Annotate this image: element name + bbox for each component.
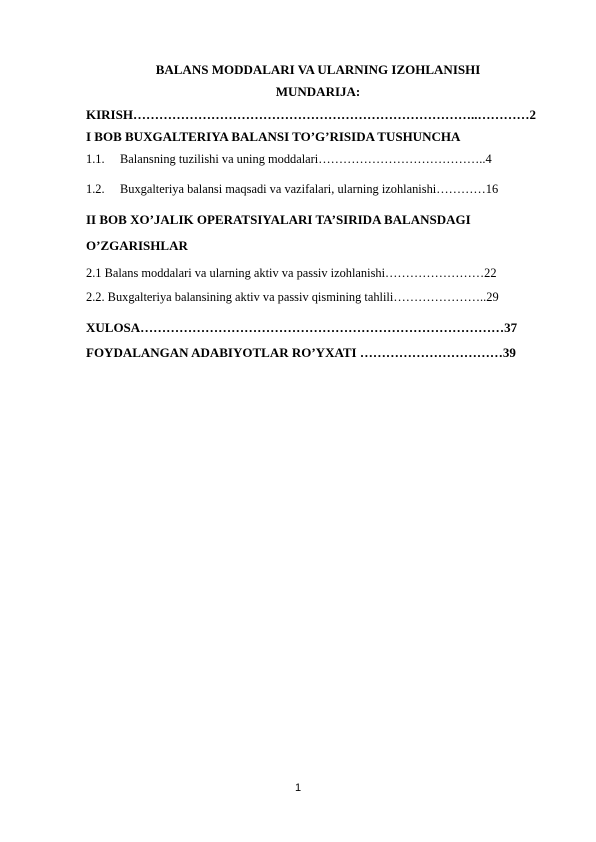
toc-entry-1-1 — [86, 152, 552, 167]
toc-entry-text: Balansning tuzilishi va uning moddalari…………………………………..4 — [120, 152, 492, 166]
toc-entry-number: 1.1. — [86, 152, 105, 166]
toc-entry-chapter-2: II BOB XO’JALIK OPERATSIYALARI TA’SIRIDA BALANSDAGI — [86, 212, 471, 227]
toc-entry-chapter-1: I BOB BUXGALTERIYA BALANSI TO’G’RISIDA TUSHUNCHA — [86, 129, 461, 144]
toc-entry-2-1: 2.1 Balans moddalari va ularning aktiv va passiv izohlanishi……………………22 — [86, 266, 497, 280]
toc-entry-number: 1.2. — [86, 182, 105, 196]
toc-entry-2-2: 2.2. Buxgalteriya balansining aktiv va passiv qismining tahlili…………………..29 — [86, 290, 499, 304]
page-number: 1 — [294, 782, 302, 794]
toc-entry-kirish: KIRISH……………………………………………………………………..…………2 — [86, 107, 536, 122]
toc-entry-adabiyotlar: FOYDALANGAN ADABIYOTLAR RO’YXATI ……………………………39 — [86, 345, 516, 360]
toc-entry-text: Buxgalteriya balansi maqsadi va vazifalari, ularning izohlanishi…………16 — [120, 182, 499, 196]
toc-entry-xulosa: XULOSA…………………………………………………………………………37 — [86, 320, 518, 335]
document-title: BALANS MODDALARI VA ULARNING IZOHLANISHI — [155, 62, 481, 77]
toc-entry-chapter-2-cont: O’ZGARISHLAR — [86, 238, 188, 253]
toc-heading: MUNDARIJA: — [275, 84, 361, 99]
toc-entry-1-2 — [86, 182, 552, 197]
